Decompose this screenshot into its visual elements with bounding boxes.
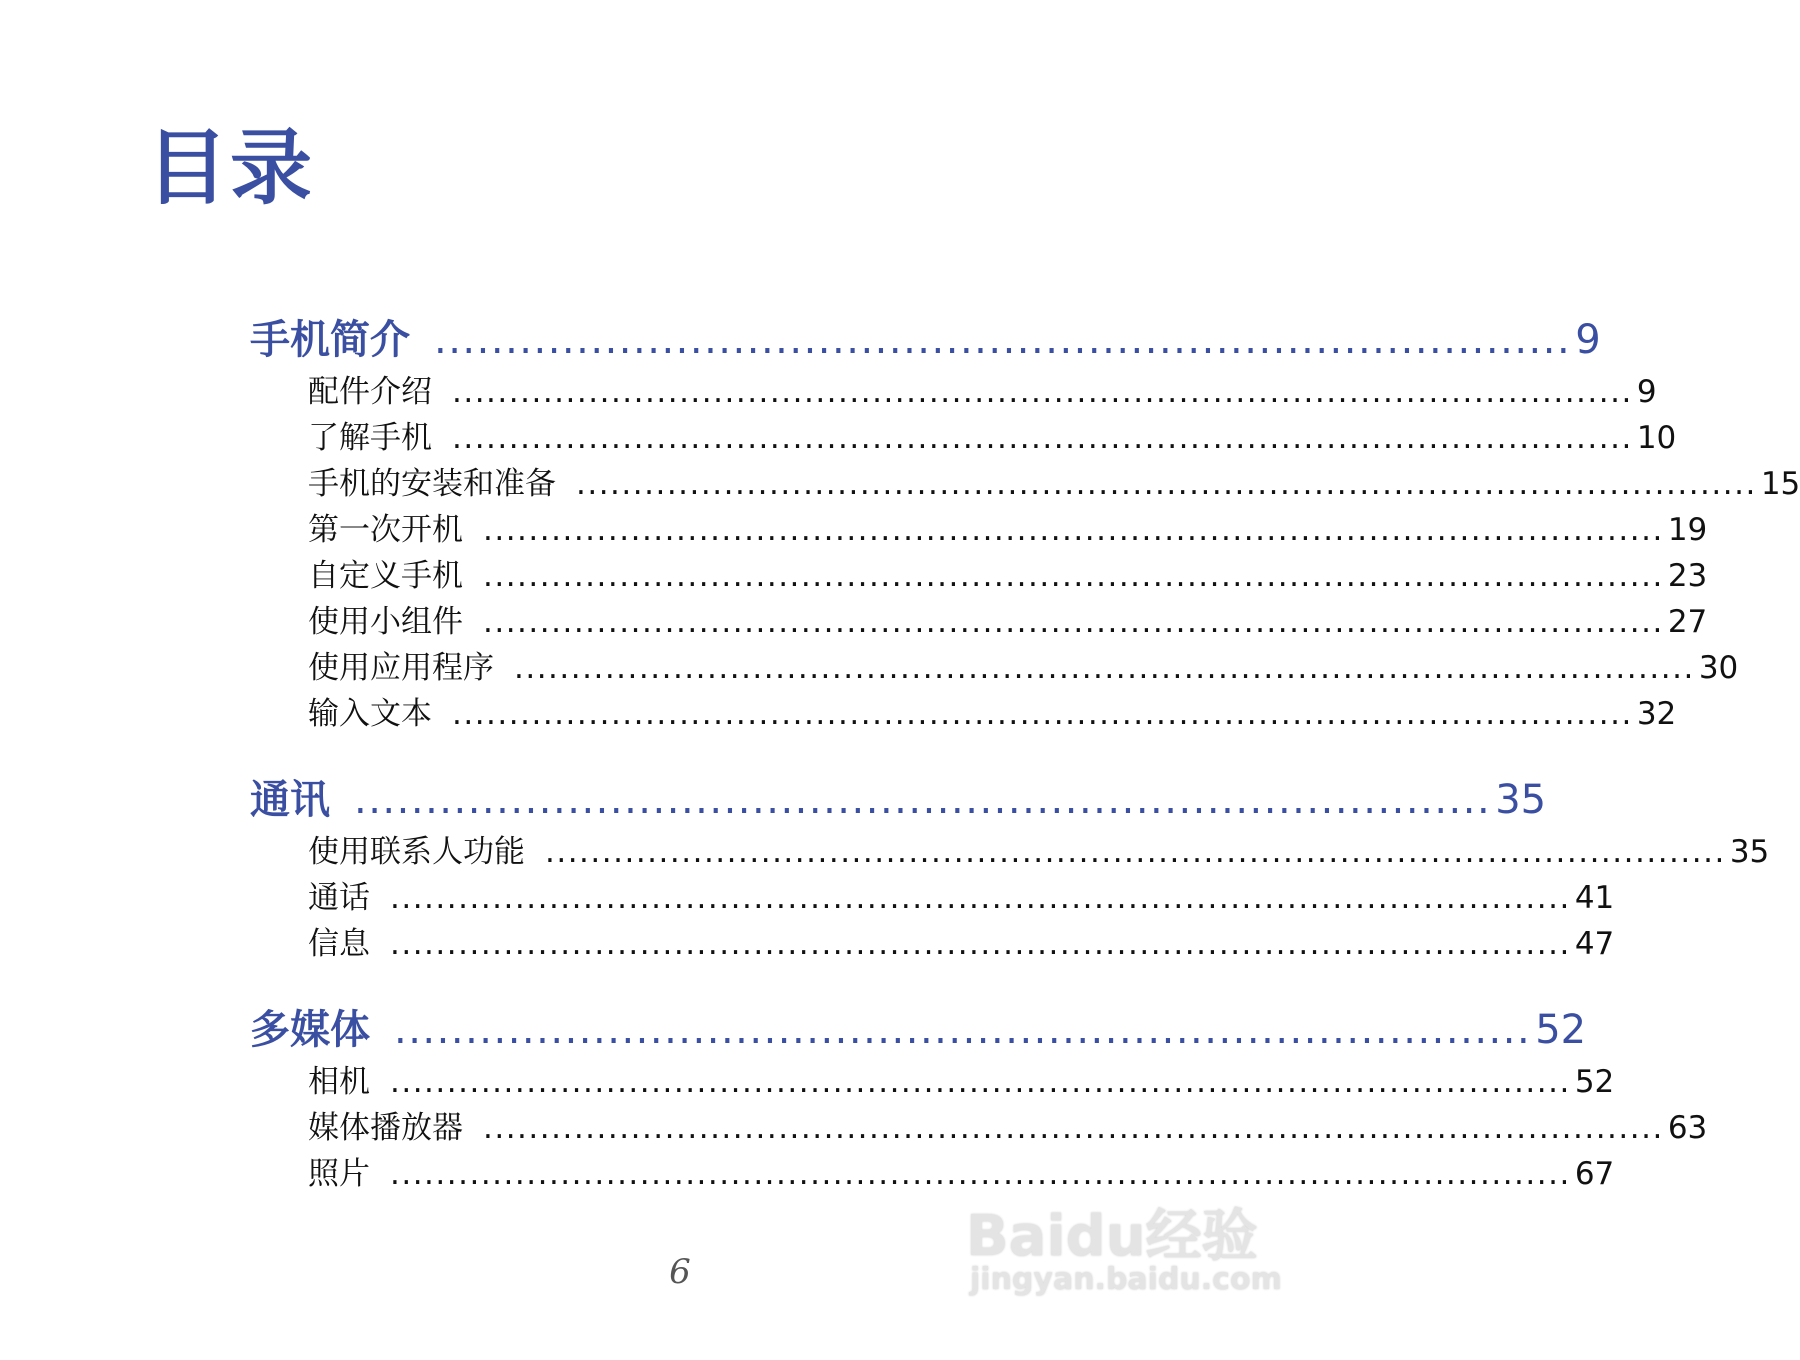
dot-leader: ........................................................................................................ [390, 880, 1571, 916]
dot-leader: ................................................................................ [354, 777, 1492, 823]
section-page: 9 [1575, 317, 1601, 363]
page-title: 目录 [146, 121, 315, 216]
watermark-logo: Baidu经验 [966, 1204, 1258, 1269]
toc-item[interactable] [308, 1148, 1615, 1193]
section-page: 52 [1535, 1007, 1587, 1053]
item-page: 47 [1574, 926, 1615, 962]
page-number: 6 [669, 1252, 691, 1292]
toc-section-communication[interactable] [250, 768, 1547, 825]
item-page: 35 [1729, 834, 1770, 870]
dot-leader: ........................................................................................................ [390, 926, 1571, 962]
toc-item[interactable] [308, 826, 1770, 871]
item-label: 使用应用程序 [308, 650, 494, 686]
toc-item[interactable] [308, 596, 1708, 641]
item-label: 照片 [308, 1156, 370, 1192]
dot-leader: ........................................................................................................ [452, 374, 1633, 410]
watermark-url: jingyan.baidu.com [970, 1262, 1282, 1297]
section-page: 35 [1495, 777, 1547, 823]
item-page: 19 [1667, 512, 1708, 548]
toc-section-multimedia[interactable] [250, 998, 1587, 1055]
dot-leader: ........................................................................................................ [390, 1156, 1571, 1192]
dot-leader: ........................................................................................................ [545, 834, 1726, 870]
dot-leader: ........................................................................................................ [452, 420, 1633, 456]
item-label: 第一次开机 [308, 512, 463, 548]
item-label: 相机 [308, 1064, 370, 1100]
toc-item[interactable] [308, 688, 1677, 733]
toc-item[interactable] [308, 872, 1615, 917]
item-page: 63 [1667, 1110, 1708, 1146]
item-page: 15 [1760, 466, 1800, 502]
item-page: 30 [1698, 650, 1739, 686]
item-page: 41 [1574, 880, 1615, 916]
section-title: 通讯 [250, 777, 330, 823]
toc-item[interactable] [308, 550, 1708, 595]
item-label: 使用联系人功能 [308, 834, 525, 870]
item-label: 配件介绍 [308, 374, 432, 410]
item-page: 67 [1574, 1156, 1615, 1192]
item-page: 23 [1667, 558, 1708, 594]
dot-leader: ........................................................................................................ [390, 1064, 1571, 1100]
item-label: 自定义手机 [308, 558, 463, 594]
dot-leader: ........................................................................................................ [452, 696, 1633, 732]
dot-leader: ................................................................................ [434, 317, 1572, 363]
item-label: 媒体播放器 [308, 1110, 463, 1146]
dot-leader: ................................................................................ [394, 1007, 1532, 1053]
toc-item[interactable] [308, 366, 1657, 411]
toc-item[interactable] [308, 458, 1800, 503]
toc-item[interactable] [308, 642, 1739, 687]
item-label: 了解手机 [308, 420, 432, 456]
toc-section-intro[interactable] [250, 308, 1601, 365]
dot-leader: ........................................................................................................ [576, 466, 1757, 502]
baidu-watermark [966, 1192, 1286, 1312]
item-page: 27 [1667, 604, 1708, 640]
toc-item[interactable] [308, 918, 1615, 963]
item-page: 32 [1636, 696, 1677, 732]
toc-item[interactable] [308, 504, 1708, 549]
item-label: 手机的安装和准备 [308, 466, 556, 502]
item-label: 输入文本 [308, 696, 432, 732]
item-page: 9 [1636, 374, 1657, 410]
toc-item[interactable] [308, 1056, 1615, 1101]
dot-leader: ........................................................................................................ [483, 512, 1664, 548]
item-label: 通话 [308, 880, 370, 916]
section-title: 手机简介 [250, 317, 410, 363]
dot-leader: ........................................................................................................ [514, 650, 1695, 686]
dot-leader: ........................................................................................................ [483, 558, 1664, 594]
dot-leader: ........................................................................................................ [483, 604, 1664, 640]
section-title: 多媒体 [250, 1007, 370, 1053]
toc-item[interactable] [308, 412, 1677, 457]
item-page: 52 [1574, 1064, 1615, 1100]
item-label: 使用小组件 [308, 604, 463, 640]
dot-leader: ........................................................................................................ [483, 1110, 1664, 1146]
toc-item[interactable] [308, 1102, 1708, 1147]
item-page: 10 [1636, 420, 1677, 456]
item-label: 信息 [308, 926, 370, 962]
